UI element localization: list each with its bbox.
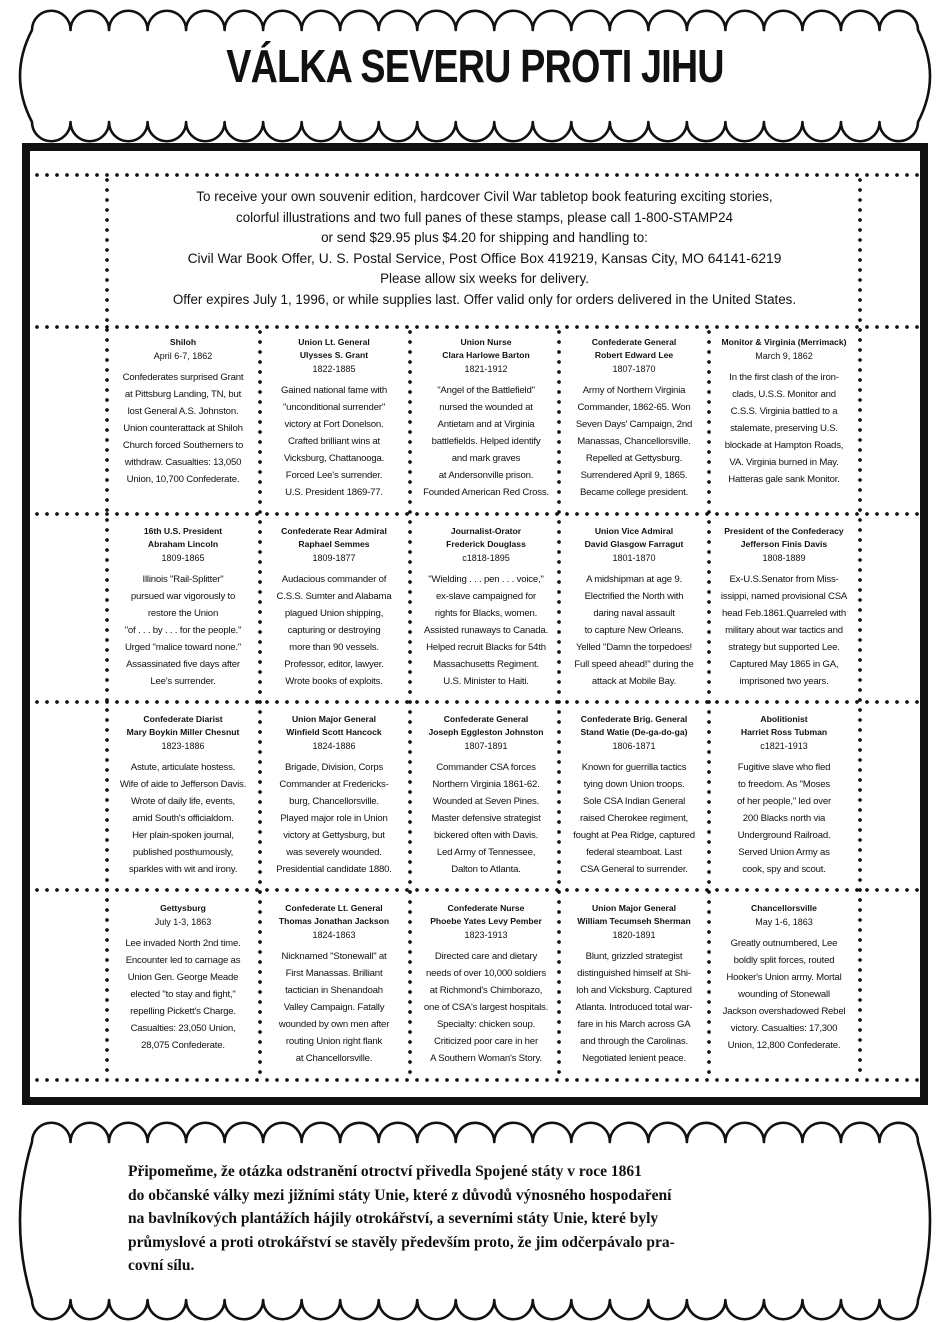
stamp-date: April 6-7, 1862 — [153, 351, 213, 361]
stamp-heading: Union Lt. General Ulysses S. Grant — [298, 337, 370, 360]
offer-line-5: Please allow six weeks for delivery. — [380, 271, 589, 287]
stamp-heading: Shiloh — [169, 337, 197, 347]
perforation-column — [557, 327, 561, 1078]
stamp-heading: Confederate Brig. General Stand Watie (De-ga-do-ga) — [580, 714, 688, 737]
stamp-description: Known for guerrilla tactics tying down Union troops. Sole CSA Indian General raised Cherokee regiment, fought at Pea Ridge, captured federal steamboat. Last CSA General to surrender. — [573, 762, 695, 875]
stamp-date: 1806-1871 — [612, 741, 656, 751]
perforation-row — [32, 173, 920, 177]
offer-line-3: or send $29.95 plus $4.20 for shipping and handling to: — [321, 230, 648, 246]
stamp-description: "Wielding . . . pen . . . voice," ex-slave campaigned for rights for Blacks, women. Assisted runaways to Canada. Helped recruit Blacks for 54th Massachusetts Regiment. U.S. Minister to Haiti. — [424, 574, 548, 687]
stamp-date: 1809-1877 — [312, 553, 356, 563]
stamp-heading: Confederate Diarist Mary Boykin Miller Chesnut — [126, 714, 240, 737]
stamp-description: "Angel of the Battlefield" nursed the wounded at Antietam and at Virginia battlefields. Helped identify and mark graves at Andersonville prison. Founded American Red Cross. — [423, 385, 549, 498]
stamp-date: 1807-1870 — [612, 364, 656, 374]
stamp-heading: Confederate Nurse Phoebe Yates Levy Pember — [430, 903, 542, 926]
offer-line-4: Civil War Book Offer, U. S. Postal Service, Post Office Box 419219, Kansas City, MO 64141-6219 — [187, 250, 782, 266]
caption-line-1: Připomeňme, že otázka odstranění otroctví přivedla Spojené státy v roce 1861 — [128, 1163, 642, 1180]
stamp-cell — [715, 902, 853, 1054]
perforation-row — [32, 325, 920, 329]
stamp-heading: Abolitionist Harriet Ross Tubman — [740, 714, 828, 737]
stamp-description: Fugitive slave who fled to freedom. As "Moses of her people," led over 200 Blacks north via Underground Railroad. Served Union Army as cook, spy and scout. — [736, 762, 832, 875]
stamp-heading: Monitor & Virginia (Merrimack) — [721, 337, 847, 347]
stamp-heading: 16th U.S. President Abraham Lincoln — [143, 526, 223, 549]
stamp-date: March 9, 1862 — [755, 351, 813, 361]
caption-line-3: na bavlníkových plantážích hájily otrokářství, a severními státy Unie, které byly — [128, 1210, 659, 1227]
stamp-description: Blunt, grizzled strategist distinguished himself at Shi- loh and Vicksburg. Captured Atlanta. Introduced total war- fare in his March across GA and through the Carolinas. Negotiated lenient peace. — [575, 951, 693, 1064]
stamp-cell — [715, 713, 853, 878]
stamp-heading: Chancellorsville — [751, 903, 817, 913]
stamp-description: In the first clash of the iron- clads, U.S.S. Monitor and C.S.S. Virginia battled to a stalemate, preserving U.S. blockade at Hampton Roads, VA. Virginia burned in May. Hatteras gale sank Monitor. — [724, 372, 844, 485]
stamp-heading: Union Major General Winfield Scott Hancock — [286, 714, 382, 737]
stamp-date: c1818-1895 — [462, 553, 510, 563]
caption-line-2: do občanské války mezi jižními státy Unie, které z důvodů výnosného hospodaření — [128, 1186, 672, 1204]
caption-line-4: průmyslové a proti otrokářství se stavěly především proto, že jim odčerpávalo pra- — [128, 1233, 675, 1251]
stamp-cell — [114, 525, 252, 690]
stamp-date: 1807-1891 — [464, 741, 508, 751]
stamp-date: c1821-1913 — [760, 741, 808, 751]
perforation-column — [858, 175, 862, 1078]
stamp-cell — [715, 336, 853, 488]
stamp-cell — [265, 525, 403, 690]
perforation-row — [32, 512, 920, 516]
stamp-heading: Union Major General William Tecumseh Sherman — [577, 903, 691, 926]
stamp-heading: Confederate Lt. General Thomas Jonathan Jackson — [278, 903, 390, 926]
stamp-date: 1808-1889 — [762, 553, 806, 563]
czech-caption — [128, 1160, 828, 1278]
stamp-cell — [417, 336, 555, 501]
stamp-description: Ex-U.S.Senator from Miss- issippi, named provisional CSA head Feb.1861.Quarreled with military about war tactics and strategy but supported Lee. Captured May 1865 in GA, imprisoned two years. — [720, 574, 848, 687]
stamp-description: Illinois "Rail-Splitter" pursued war vigorously to restore the Union "of . . . by . . . for the people." Urged "malice toward none." Assassinated five days after Lee's surrender. — [124, 574, 242, 687]
stamp-cell — [417, 713, 555, 878]
stamp-date: July 1-3, 1863 — [154, 917, 212, 927]
perforation-column — [408, 327, 412, 1078]
stamp-date: 1820-1891 — [612, 930, 656, 940]
stamp-cell — [565, 713, 703, 878]
perforation-column — [707, 327, 711, 1078]
caption-line-5: covní sílu. — [128, 1257, 195, 1274]
stamp-description: Nicknamed "Stonewall" at First Manassas. Brilliant tactician in Shenandoah Valley Campaign. Fatally wounded by own men after routing Union right flank at Chancellorsville. — [278, 951, 390, 1064]
perforation-row — [32, 700, 920, 704]
stamp-date: 1809-1865 — [161, 553, 205, 563]
stamp-heading: Union Vice Admiral David Glasgow Farragut — [584, 526, 684, 549]
stamp-cell — [114, 713, 252, 878]
stamp-description: Commander CSA forces Northern Virginia 1861-62. Wounded at Seven Pines. Master defensive strategist bickered often with Davis. Led Army of Tennessee, Dalton to Atlanta. — [431, 762, 541, 875]
stamp-heading: Confederate General Joseph Eggleston Johnston — [428, 714, 544, 737]
stamp-cell — [565, 336, 703, 501]
stamp-cell — [265, 902, 403, 1067]
stamp-date: 1821-1912 — [464, 364, 508, 374]
perforation-row — [32, 888, 920, 892]
stamp-cell — [265, 713, 403, 878]
stamp-heading: Union Nurse Clara Harlowe Barton — [442, 337, 530, 360]
stamp-date: 1823-1886 — [161, 741, 205, 751]
stamp-description: Audacious commander of C.S.S. Sumter and Alabama plagued Union shipping, capturing or destroying more than 90 vessels. Professor, editor, lawyer. Wrote books of exploits. — [276, 574, 392, 687]
perforation-column — [258, 327, 262, 1078]
stamp-date: 1824-1886 — [312, 741, 356, 751]
stamp-description: Directed care and dietary needs of over 10,000 soldiers at Richmond's Chimborazo, one of CSA's largest hospitals. Specialty: chicken soup. Criticized poor care in her A Southern Woman's Story. — [423, 951, 549, 1064]
stamp-cell — [114, 336, 252, 488]
stamp-cell — [715, 525, 853, 690]
stamp-date: 1822-1885 — [312, 364, 356, 374]
perforation-row — [32, 1078, 920, 1082]
stamp-heading: Confederate Rear Admiral Raphael Semmes — [281, 526, 387, 549]
stamp-date: 1824-1863 — [312, 930, 356, 940]
stamp-description: A midshipman at age 9. Electrified the North with daring naval assault to capture New Orleans. Yelled "Damn the torpedoes! Full speed ahead!" during the attack at Mobile Bay. — [574, 574, 694, 687]
stamp-date: May 1-6, 1863 — [755, 917, 813, 927]
stamp-description: Brigade, Division, Corps Commander at Fredericks- burg, Chancellorsville. Played major role in Union victory at Gettysburg, but was severely wounded. Presidential candidate 1880. — [276, 762, 392, 875]
stamp-description: Greatly outnumbered, Lee boldly split forces, routed Hooker's Union army. Mortal wounding of Stonewall Jackson overshadowed Rebel victory. Casualties: 17,300 Union, 12,800 Confederate. — [722, 938, 846, 1051]
stamp-description: Astute, articulate hostess. Wife of aide to Jefferson Davis. Wrote of daily life, events, amid South's officialdom. Her plain-spoken journal, published posthumously, sparkles with wit and irony. — [119, 762, 247, 875]
stamp-description: Lee invaded North 2nd time. Encounter led to carnage as Union Gen. George Meade elected "to stay and fight," repelling Pickett's Charge. Casualties: 23,050 Union, 28,075 Confederate. — [125, 938, 241, 1051]
souvenir-offer-text — [112, 187, 857, 311]
offer-line-1: To receive your own souvenir edition, hardcover Civil War tabletop book featuring exciting stories, — [196, 189, 773, 204]
perforation-column — [105, 175, 109, 1078]
stamp-heading: President of the Confederacy Jefferson Finis Davis — [724, 526, 844, 549]
stamp-date: 1801-1870 — [612, 553, 656, 563]
offer-line-2: colorful illustrations and two full panes of these stamps, please call 1-800-STAMP24 — [236, 209, 733, 225]
stamp-date: 1823-1913 — [464, 930, 508, 940]
stamp-cell — [265, 336, 403, 501]
stamp-cell — [417, 902, 555, 1067]
stamp-cell — [565, 525, 703, 690]
stamp-cell — [114, 902, 252, 1054]
stamp-heading: Confederate General Robert Edward Lee — [591, 337, 677, 360]
stamp-heading: Journalist-Orator Frederick Douglass — [446, 526, 526, 549]
page-title: VÁLKA SEVERU PROTI JIHU — [226, 40, 724, 92]
stamp-description: Confederates surprised Grant at Pittsburg Landing, TN, but lost General A.S. Johnston. Union counterattack at Shiloh Church forced Southerners to withdraw. Casualties: 13,050 Union, 10,700 Confederate. — [122, 372, 244, 485]
stamp-cell — [417, 525, 555, 690]
offer-line-6: Offer expires July 1, 1996, or while supplies last. Offer valid only for orders delivered in the United States. — [172, 291, 797, 307]
stamp-description: Gained national fame with "unconditional surrender" victory at Fort Donelson. Crafted brilliant wins at Vicksburg, Chattanooga. Forced Lee's surrender. U.S. President 1869-77. — [281, 385, 387, 498]
stamp-cell — [565, 902, 703, 1067]
stamp-description: Army of Northern Virginia Commander, 1862-65. Won Seven Days' Campaign, 2nd Manassas, Chancellorsville. Repelled at Gettysburg. Surrendered April 9, 1865. Became college president. — [575, 385, 693, 498]
stamp-heading: Gettysburg — [160, 903, 206, 913]
